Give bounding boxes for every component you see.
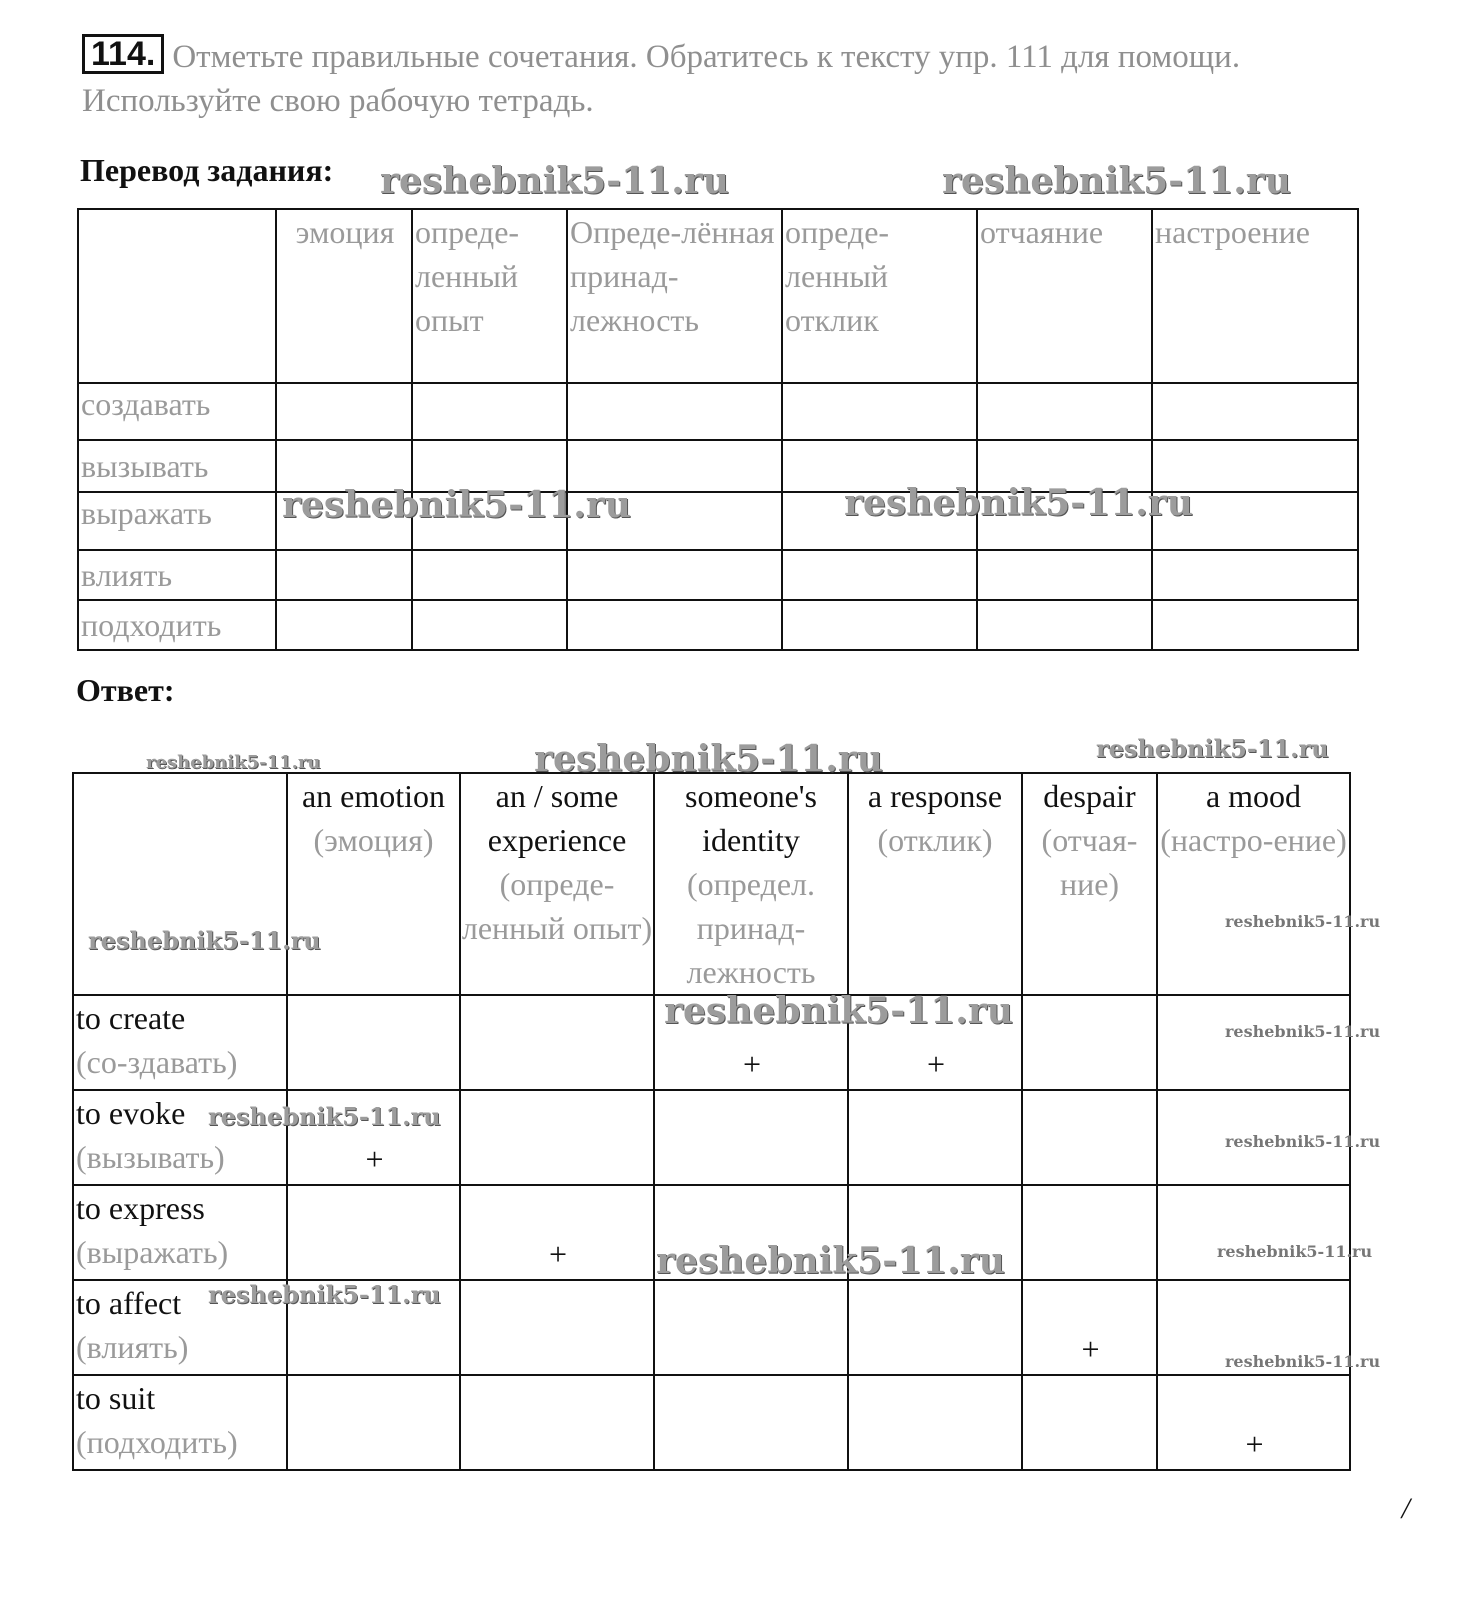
translation-header-row xyxy=(78,209,1358,383)
corner-mark: / xyxy=(1401,1492,1410,1525)
mark-cell xyxy=(848,1090,1022,1185)
watermark: reshebnik5-11.ru xyxy=(208,1280,441,1309)
row-label: создавать xyxy=(78,383,276,440)
mark-cell xyxy=(654,1375,848,1470)
row-label: to affect (влиять) xyxy=(73,1280,287,1375)
mark-cell xyxy=(1022,1185,1157,1280)
mark-cell xyxy=(848,1280,1022,1375)
watermark: reshebnik5-11.ru xyxy=(1225,912,1381,931)
mark-cell: + xyxy=(848,995,1022,1090)
row-label: to evoke (вызывать) xyxy=(73,1090,287,1185)
mark-cell xyxy=(460,995,654,1090)
watermark: reshebnik5-11.ru xyxy=(1225,1022,1381,1041)
row-label: to suit (подходить) xyxy=(73,1375,287,1470)
column-header: эмоция xyxy=(276,209,412,383)
column-header: опреде-ленный отклик xyxy=(782,209,977,383)
corner-cell xyxy=(73,773,287,995)
mark-cell: + xyxy=(460,1185,654,1280)
watermark: reshebnik5-11.ru xyxy=(664,990,1013,1032)
mark-cell xyxy=(287,995,460,1090)
watermark: reshebnik5-11.ru xyxy=(282,484,631,526)
watermark: reshebnik5-11.ru xyxy=(1096,734,1329,763)
column-header: despair (отчая-ние) xyxy=(1022,773,1157,995)
table-row xyxy=(78,550,1358,600)
mark-cell xyxy=(1157,995,1350,1090)
column-header: настроение xyxy=(1152,209,1358,383)
column-header: someone's identity (определ. принад-лежность xyxy=(654,773,848,995)
column-header: a response (отклик) xyxy=(848,773,1022,995)
mark-cell xyxy=(460,1280,654,1375)
translation-table xyxy=(77,208,1359,651)
mark-cell xyxy=(1157,1185,1350,1280)
row-label: подходить xyxy=(78,600,276,650)
watermark: reshebnik5-11.ru xyxy=(208,1102,441,1131)
column-header: отчаяние xyxy=(977,209,1152,383)
table-row xyxy=(78,600,1358,650)
watermark: reshebnik5-11.ru xyxy=(1225,1352,1381,1371)
table-row xyxy=(78,383,1358,440)
table-row xyxy=(73,1375,1350,1470)
translation-heading: Перевод задания: xyxy=(80,152,334,188)
row-label: to create (со-здавать) xyxy=(73,995,287,1090)
row-label: влиять xyxy=(78,550,276,600)
mark-cell xyxy=(1022,1375,1157,1470)
column-header: опреде-ленный опыт xyxy=(412,209,567,383)
row-label: выражать xyxy=(78,492,276,550)
task-statement xyxy=(82,34,1382,123)
watermark: reshebnik5-11.ru xyxy=(534,738,883,780)
answer-header-row xyxy=(73,773,1350,995)
watermark: reshebnik5-11.ru xyxy=(88,926,321,955)
mark-cell xyxy=(848,1375,1022,1470)
row-label: вызывать xyxy=(78,440,276,492)
watermark: reshebnik5-11.ru xyxy=(656,1240,1005,1282)
mark-cell xyxy=(654,1090,848,1185)
watermark: reshebnik5-11.ru xyxy=(844,482,1193,524)
mark-cell xyxy=(460,1375,654,1470)
column-header: a mood (настро-ение) xyxy=(1157,773,1350,995)
watermark: reshebnik5-11.ru xyxy=(1217,1242,1373,1261)
mark-cell xyxy=(1022,995,1157,1090)
mark-cell xyxy=(1022,1090,1157,1185)
mark-cell xyxy=(654,1280,848,1375)
mark-cell: + xyxy=(1022,1280,1157,1375)
column-header: Опреде-лённая принад-лежность xyxy=(567,209,782,383)
answer-heading: Ответ: xyxy=(76,672,175,708)
mark-cell: + xyxy=(654,995,848,1090)
watermark: reshebnik5-11.ru xyxy=(146,752,321,773)
row-label: to express (выражать) xyxy=(73,1185,287,1280)
task-text: Отметьте правильные сочетания. Обратитесь к тексту упр. 111 для помощи. Используйте свою рабочую тетрадь. xyxy=(82,39,1241,119)
watermark: reshebnik5-11.ru xyxy=(942,160,1291,202)
mark-cell: + xyxy=(1157,1375,1350,1470)
watermark: reshebnik5-11.ru xyxy=(380,160,729,202)
mark-cell xyxy=(460,1090,654,1185)
task-number: 114. xyxy=(82,34,164,74)
column-header: an / some experience (опреде-ленный опыт) xyxy=(460,773,654,995)
mark-cell xyxy=(287,1185,460,1280)
mark-cell xyxy=(287,1375,460,1470)
watermark: reshebnik5-11.ru xyxy=(1225,1132,1381,1151)
corner-cell xyxy=(78,209,276,383)
column-header: an emotion (эмоция) xyxy=(287,773,460,995)
mark-cell: + xyxy=(287,1090,460,1185)
